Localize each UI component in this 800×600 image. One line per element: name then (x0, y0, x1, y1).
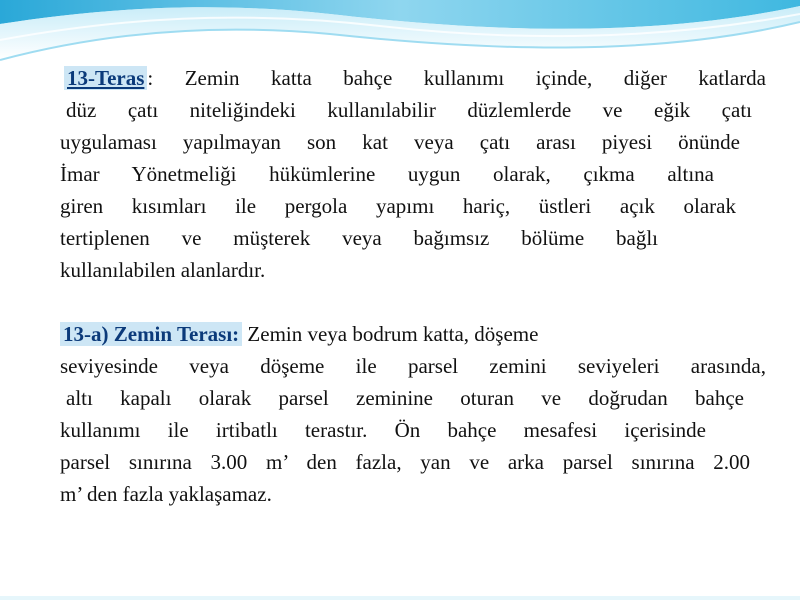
paragraph-line (60, 318, 766, 350)
paragraph-line: giren kısımları ile pergola yapımı hariç, üstleri açık olarak (60, 194, 736, 218)
paragraph-line: uygulaması yapılmayan son kat veya çatı arası piyesi önünde (60, 130, 740, 154)
paragraph-line: düz çatı niteliğindeki kullanılabilir düzlemlerde ve eğik çatı (66, 98, 752, 122)
footer-divider (0, 596, 800, 600)
paragraph-line: kullanılabilen alanlardır. (60, 258, 266, 282)
paragraph-line: m’ den fazla yaklaşamaz. (60, 482, 272, 506)
paragraph-line: 13-Teras : Zemin katta bahçe kullanımı içinde, diğer katlarda (64, 62, 766, 94)
paragraph-text: Zemin veya bodrum katta, döşeme (247, 322, 539, 346)
paragraph-line: İmar Yönetmeliği hükümlerine uygun olarak, çıkma altına (60, 162, 714, 186)
paragraph-line: altı kapalı olarak parsel zeminine oturan ve doğrudan bahçe (66, 386, 744, 410)
paragraph-line: kullanımı ile irtibatlı terastır. Ön bahçe mesafesi içerisinde (60, 418, 706, 442)
header-wave-decoration (0, 0, 800, 70)
paragraph-line: parsel sınırına 3.00 m’ den fazla, yan ve arka parsel sınırına 2.00 (60, 450, 750, 474)
paragraph-text: Zemin katta bahçe kullanımı içinde, diğer katlarda (184, 66, 767, 90)
section-heading-teras: 13-Teras (64, 66, 147, 90)
section-heading-zemin-terasi: 13-a) Zemin Terası: (60, 322, 242, 346)
paragraph-line: tertiplenen ve müşterek veya bağımsız bölüme bağlı (60, 226, 658, 250)
paragraph-line: seviyesinde veya döşeme ile parsel zemini seviyeleri arasında, (60, 354, 766, 378)
